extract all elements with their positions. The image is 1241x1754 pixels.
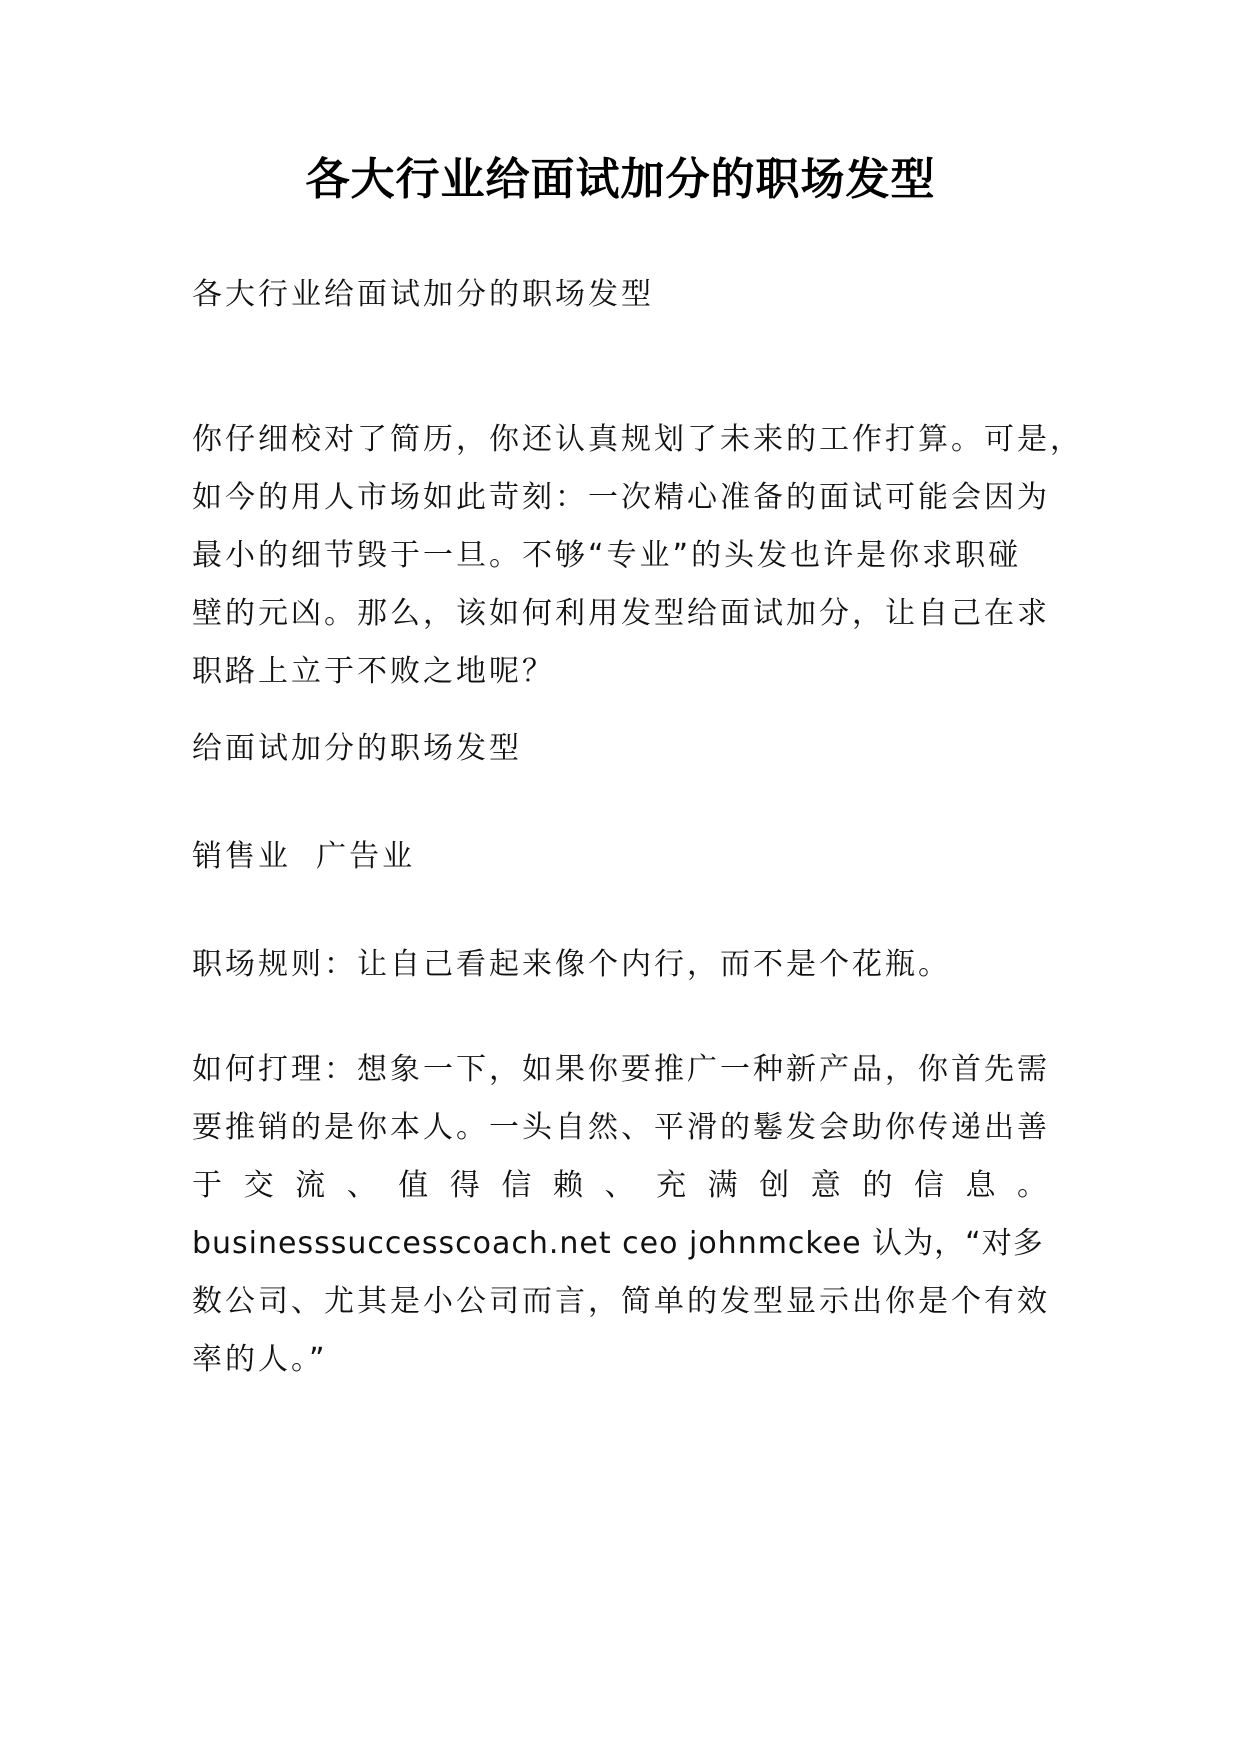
workplace-rule: 职场规则：让自己看起来像个内行，而不是个花瓶。 [192, 947, 951, 982]
spread-char: 值 [398, 1168, 432, 1203]
paragraph-line: 你仔细校对了简历，你还认真规划了未来的工作打算。可是， [192, 422, 1083, 457]
spread-char: 交 [243, 1168, 277, 1203]
spread-char: 信 [913, 1168, 947, 1203]
spread-char: 的 [862, 1168, 896, 1203]
document-title: 各大行业给面试加分的职场发型 [305, 154, 936, 205]
paragraph-line: 如今的用人市场如此苛刻：一次精心准备的面试可能会因为 [192, 480, 1050, 515]
spread-char: 充 [656, 1168, 690, 1203]
paragraph-line: 数公司、尤其是小公司而言，简单的发型显示出你是个有效 [192, 1284, 1050, 1319]
spread-char: 得 [449, 1168, 483, 1203]
paragraph-line: 职路上立于不败之地呢？ [192, 654, 555, 689]
spread-char: 、 [604, 1168, 638, 1203]
subtitle: 各大行业给面试加分的职场发型 [192, 277, 654, 312]
spread-char: 于 [192, 1168, 225, 1203]
paragraph-line: businesssuccesscoach.net ceo johnmckee 认为，“对多 [192, 1226, 1044, 1261]
section-heading: 给面试加分的职场发型 [192, 731, 522, 766]
spread-char: 流 [295, 1168, 329, 1203]
spread-char: 、 [346, 1168, 380, 1203]
howto-paragraph [192, 1041, 1050, 1389]
spread-char: 赖 [552, 1168, 586, 1203]
spread-char: 信 [501, 1168, 535, 1203]
paragraph-line-spread [192, 1157, 1050, 1215]
spread-char: 满 [707, 1168, 741, 1203]
paragraph-line: 要推销的是你本人。一头自然、平滑的鬈发会助你传递出善 [192, 1110, 1050, 1145]
paragraph-line: 壁的元凶。那么，该如何利用发型给面试加分，让自己在求 [192, 596, 1050, 631]
spread-char: 意 [810, 1168, 844, 1203]
spread-char: 创 [759, 1168, 793, 1203]
industry-heading-text: 销售业 广告业 [192, 839, 416, 874]
spread-char: 息 [965, 1168, 999, 1203]
paragraph-line: 最小的细节毁于一旦。不够“专业”的头发也许是你求职碰 [192, 538, 1022, 573]
industry-heading [192, 828, 1050, 886]
intro-paragraph [192, 411, 1083, 701]
paragraph-line: 率的人。” [192, 1342, 328, 1377]
spread-char: 。 [1017, 1168, 1050, 1203]
paragraph-line: 如何打理：想象一下，如果你要推广一种新产品，你首先需 [192, 1052, 1050, 1087]
